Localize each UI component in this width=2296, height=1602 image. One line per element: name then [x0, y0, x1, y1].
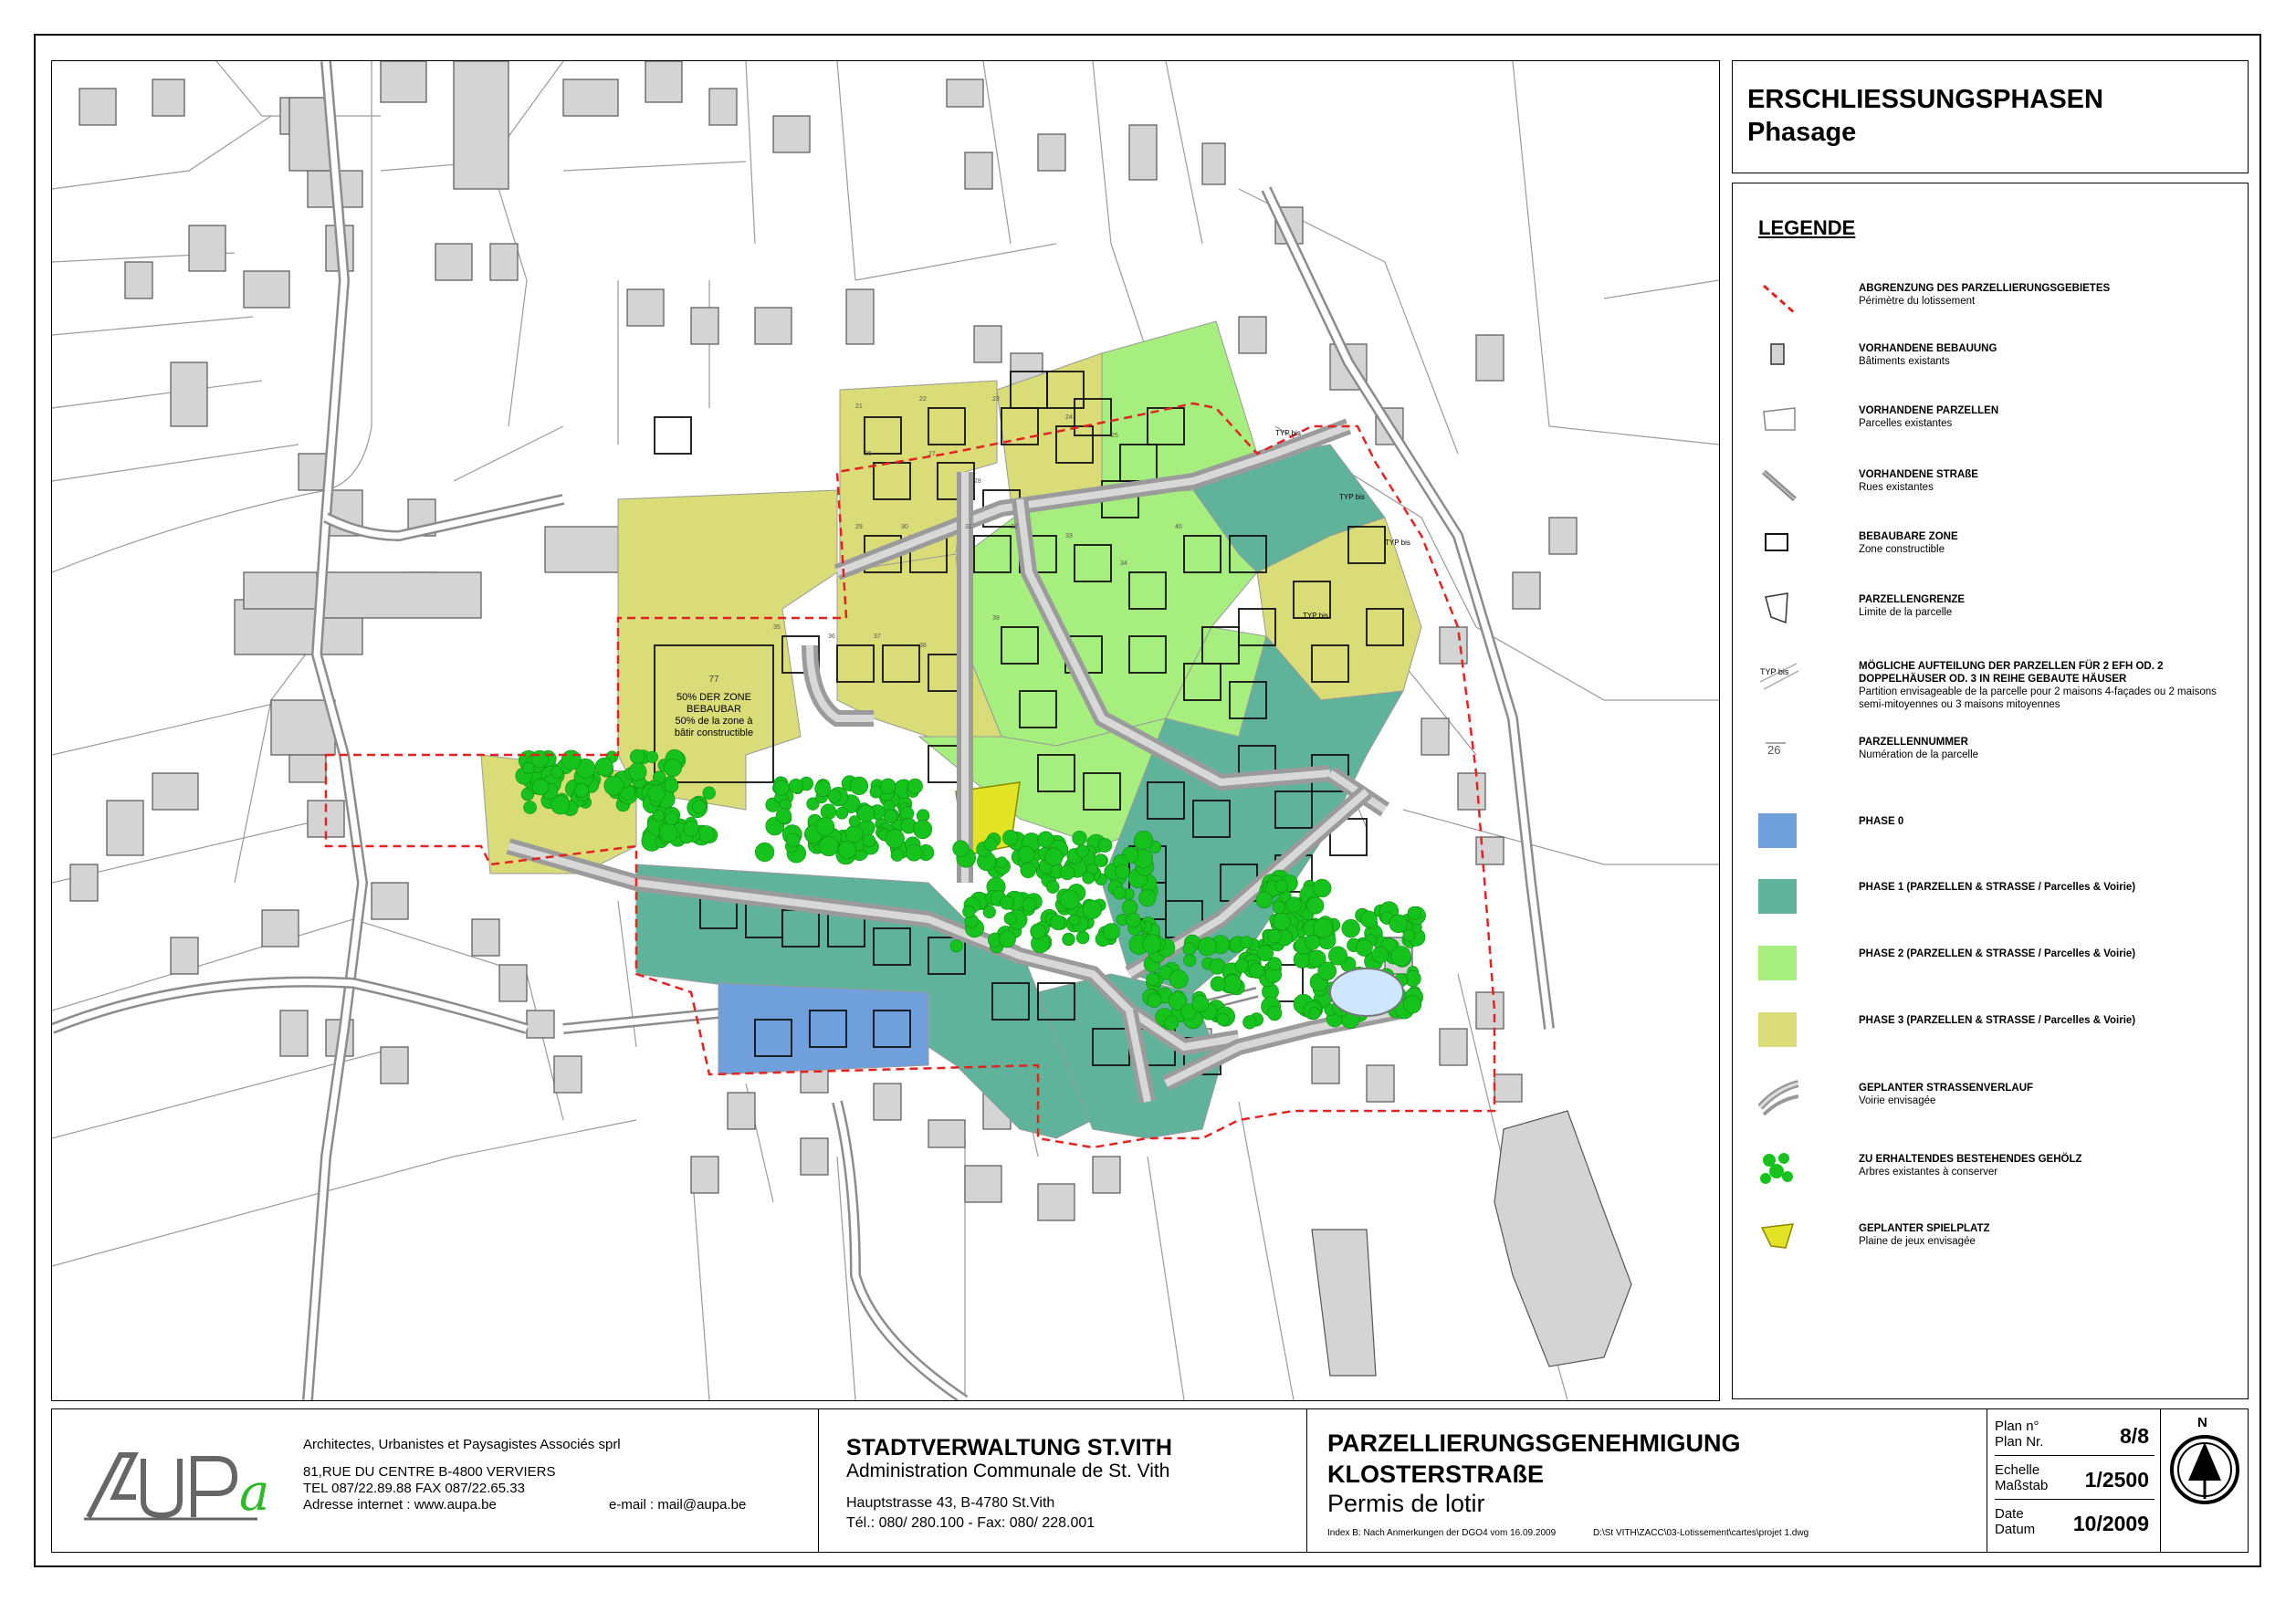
- date-row: [1995, 1504, 2154, 1543]
- typ-bis-icon: [1758, 658, 1798, 695]
- north-arrow-block: [2161, 1409, 2249, 1552]
- parcel-number-1: 22: [919, 396, 927, 403]
- parcel-number-13: 34: [1120, 560, 1127, 567]
- legend-label-fr: Numération de la parcelle: [1859, 749, 1979, 760]
- legend-label-fr: Partition envisageable de la parcelle pour 2 maisons 4-façades ou 2 maisons semi-mitoyennes ou 3 maisons mitoyennes: [1859, 686, 2217, 710]
- legend-label-fr: Rues existantes: [1859, 482, 1934, 493]
- typ-bis-label-2: TYP bis: [1385, 539, 1410, 547]
- project-index-note: Index B: Nach Anmerkungen der DGO4 vom 16.09.2009: [1327, 1528, 1557, 1538]
- legend-label-de: PHASE 1 (PARZELLEN & STRASSE / Parcelles & Voirie): [1859, 882, 2136, 893]
- typ-bis-label-1: TYP bis: [1339, 493, 1365, 501]
- firm-address: 81,RUE DU CENTRE B-4800 VERVIERS: [303, 1464, 556, 1480]
- legend-label-fr: Périmètre du lotissement: [1859, 296, 1976, 307]
- title-fr: Phasage: [1747, 118, 1857, 147]
- parcel-number-19: 40: [1175, 524, 1182, 530]
- zone-note: 50% DER ZONE BEBAUBAR 50% de la zone à bâtir constructible: [674, 692, 754, 738]
- plan-info-block: [1987, 1409, 2161, 1552]
- parcel-number-14: 35: [773, 624, 781, 631]
- svg-text:a: a: [239, 1463, 270, 1523]
- existing-road-icon: [1758, 466, 1798, 503]
- title-block: [51, 1408, 2249, 1553]
- trees-icon: [1758, 1151, 1798, 1188]
- legend-label-de: PARZELLENGRENZE: [1859, 594, 1966, 605]
- city-phone: Tél.: 080/ 280.100 - Fax: 080/ 228.001: [846, 1515, 1096, 1531]
- legend-label-fr: Parcelles existantes: [1859, 418, 1953, 429]
- legend-label-fr: Zone constructible: [1859, 544, 1945, 555]
- existing-building-icon: [1758, 340, 1798, 377]
- existing-parcel-icon: [1758, 403, 1798, 439]
- parcel-number-4: 25: [1111, 433, 1118, 439]
- title-box: [1732, 60, 2249, 173]
- scale-label: Echelle Maßstab: [1995, 1462, 2049, 1493]
- buildable-zone-65: [655, 417, 691, 454]
- legend-label-fr: Plaine de jeux envisagée: [1859, 1236, 1976, 1247]
- city-block: [819, 1409, 1307, 1552]
- scale-value: 1/2500: [2084, 1468, 2149, 1492]
- firm-name: Architectes, Urbanistes et Paysagistes Associés sprl: [303, 1437, 621, 1452]
- phase-1-swatch: [1758, 879, 1798, 916]
- legend-label-de: ABGRENZUNG DES PARZELLIERUNGSGEBIETES: [1859, 283, 2111, 294]
- project-index: [1327, 1528, 1808, 1538]
- firm-email: e-mail : mail@aupa.be: [609, 1497, 747, 1513]
- legend-label-de: VORHANDENE PARZELLEN: [1859, 405, 1999, 416]
- legend-label-de: VORHANDENE BEBAUUNG: [1859, 343, 1997, 354]
- legend-label-fr: Arbres existantes à conserver: [1859, 1167, 1998, 1178]
- city-address: Hauptstrasse 43, B-4780 St.Vith: [846, 1495, 1055, 1511]
- north-label: N: [2197, 1415, 2207, 1430]
- project-street: KLOSTERSTRAßE: [1327, 1461, 1545, 1488]
- north-arrow-icon: [2168, 1433, 2241, 1506]
- parcel-number-8: 29: [855, 524, 863, 530]
- parcel-number-3: 24: [1065, 414, 1073, 421]
- date-value: 10/2009: [2072, 1512, 2149, 1535]
- parcel-number-17: 38: [919, 643, 927, 649]
- legend-label-de: PHASE 2 (PARZELLEN & STRASSE / Parcelles & Voirie): [1859, 948, 2136, 959]
- firm-phone: TEL 087/22.89.88 FAX 087/22.65.33: [303, 1481, 525, 1496]
- project-file-path: D:\St VITH\ZACC\03-Lotissement\cartes\projet 1.dwg: [1592, 1528, 1809, 1538]
- project-title: PARZELLIERUNGSGENEHMIGUNG: [1327, 1429, 1741, 1457]
- buildable-zone-icon: [1758, 529, 1798, 565]
- legend-label-fr: Voirie envisagée: [1859, 1095, 1936, 1106]
- parcel-boundary-icon: [1758, 592, 1798, 628]
- parcel-number-2: 23: [992, 396, 1000, 403]
- parcel-number-6: 27: [928, 451, 936, 457]
- parcel-number-12: 33: [1065, 533, 1073, 539]
- legend-panel: [1732, 183, 2249, 1399]
- legend-label-de: BEBAUBARE ZONE: [1859, 531, 1958, 542]
- firm-block: [52, 1409, 819, 1552]
- parcel-number-icon: [1758, 734, 1798, 770]
- parcel-number-18: 39: [992, 615, 1000, 622]
- plan-number-row: [1995, 1417, 2154, 1456]
- legend-label-fr: Limite de la parcelle: [1859, 607, 1953, 618]
- parcel-number-10: 31: [965, 524, 972, 530]
- legend-label-de: VORHANDENE STRAßE: [1859, 469, 1978, 480]
- parcel-number-0: 21: [855, 403, 863, 410]
- title-de: ERSCHLIESSUNGSPHASEN: [1747, 85, 2103, 114]
- legend-label-de: GEPLANTER STRASSENVERLAUF: [1859, 1083, 2034, 1094]
- date-label: Date Datum: [1995, 1506, 2036, 1537]
- typ-bis-symbol-text: TYP bis: [1760, 667, 1789, 676]
- plan-number-label: Plan n° Plan Nr.: [1995, 1419, 2044, 1450]
- typ-bis-label-3: TYP bis: [1303, 612, 1328, 620]
- city-name-de: STADTVERWALTUNG ST.VITH: [846, 1435, 1172, 1461]
- scale-row: [1995, 1461, 2154, 1500]
- phase-0-swatch: [1758, 813, 1798, 850]
- project-block: [1307, 1409, 1987, 1552]
- perimeter-line-icon: [1758, 280, 1798, 317]
- parcel-number-11: 32: [1011, 524, 1018, 530]
- legend-label-de: ZU ERHALTENDES BESTEHENDES GEHÖLZ: [1859, 1154, 2082, 1165]
- legend-label-de: PARZELLENNUMMER: [1859, 737, 1968, 748]
- legend-label-de: GEPLANTER SPIELPLATZ: [1859, 1223, 1990, 1234]
- legend-heading: LEGENDE: [1758, 216, 1856, 239]
- site-plan-map: [51, 60, 1720, 1401]
- parcel-number-symbol-text: 26: [1767, 743, 1781, 757]
- legend-label-fr: Bâtiments existants: [1859, 356, 1950, 367]
- parcel-number-15: 36: [828, 633, 835, 640]
- firm-web: Adresse internet : www.aupa.be: [303, 1497, 497, 1513]
- city-name-fr: Administration Communale de St. Vith: [846, 1461, 1170, 1482]
- zone-number: 77: [708, 675, 719, 685]
- project-subtitle: Permis de lotir: [1327, 1490, 1485, 1517]
- aupa-logo: [79, 1437, 317, 1528]
- parcel-number-16: 37: [874, 633, 881, 640]
- phase-2-swatch: [1758, 946, 1798, 982]
- plan-number-value: 8/8: [2120, 1424, 2149, 1448]
- parcel-number-7: 28: [974, 478, 981, 485]
- legend-label-de: MÖGLICHE AUFTEILUNG DER PARZELLEN FÜR 2 EFH OD. 2 DOPPELHÄUSER OD. 3 IN REIHE GEBAUTE HÄUSER: [1859, 661, 2164, 685]
- parcel-number-9: 30: [901, 524, 908, 530]
- phase-3-swatch: [1758, 1012, 1798, 1049]
- legend-label-de: PHASE 0: [1859, 816, 1904, 827]
- planned-road-icon: [1758, 1080, 1798, 1116]
- site-plan-svg: [52, 61, 1719, 1400]
- parcel-number-5: 26: [865, 451, 872, 457]
- typ-bis-label-0: TYP bis: [1275, 429, 1301, 437]
- playground-icon: [1758, 1220, 1798, 1257]
- legend-label-de: PHASE 3 (PARZELLEN & STRASSE / Parcelles & Voirie): [1859, 1015, 2136, 1026]
